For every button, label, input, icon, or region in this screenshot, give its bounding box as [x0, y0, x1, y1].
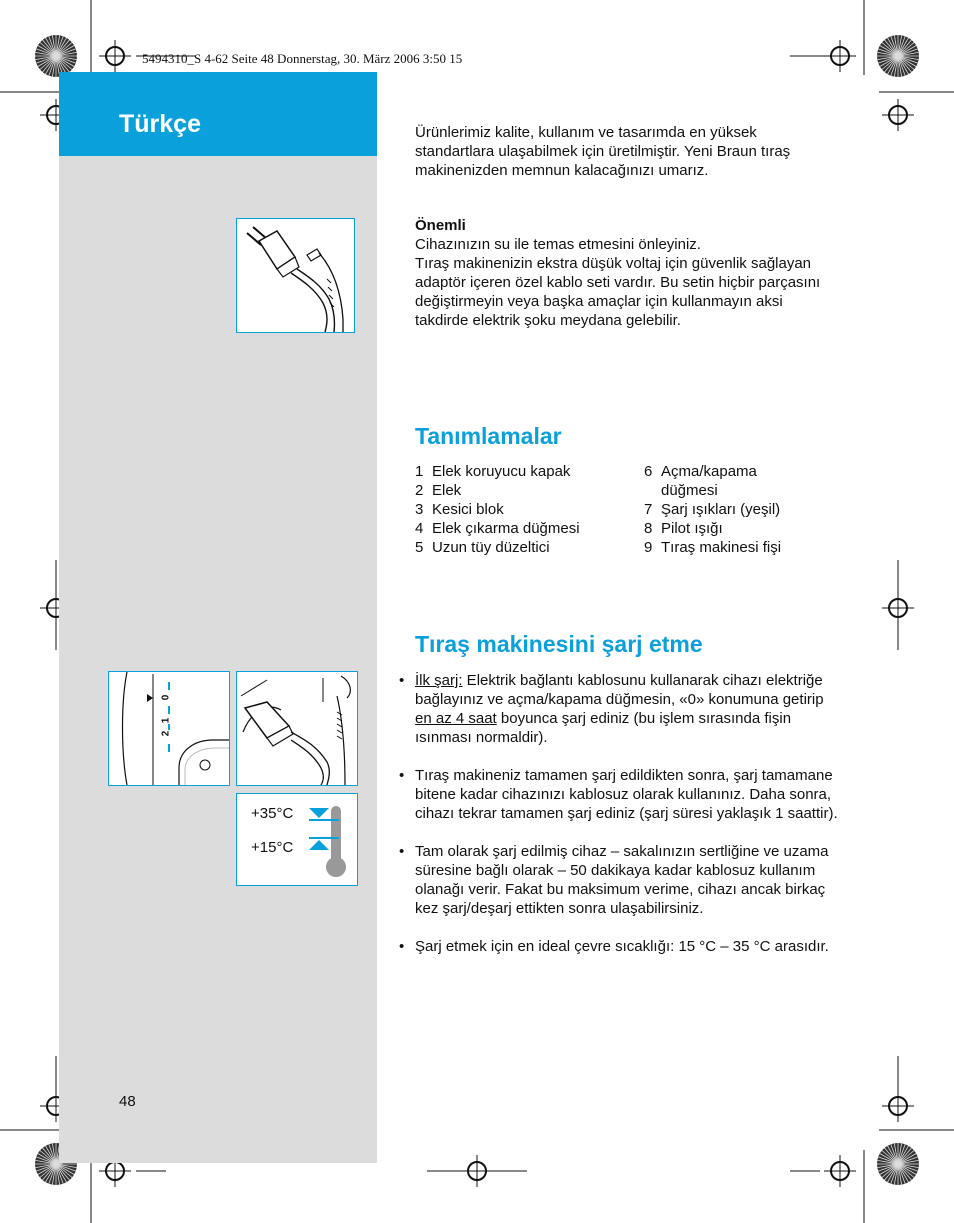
- first-charge-label: İlk şarj:: [415, 672, 463, 689]
- definition-item: [644, 519, 814, 538]
- important-heading: Önemli: [415, 217, 466, 234]
- definition-item: [415, 462, 640, 481]
- color-star-mark: [877, 1143, 919, 1185]
- figure-temperature-range: [236, 793, 358, 886]
- important-line1: Cihazınızın su ile temas etmesini önleyiniz.: [415, 236, 701, 253]
- switch-label-2: 2: [160, 730, 172, 737]
- color-star-mark: [35, 35, 77, 77]
- definition-text: Uzun tüy düzeltici: [432, 539, 550, 556]
- thermometer-icon: [305, 802, 355, 882]
- language-title: Türkçe: [119, 110, 201, 138]
- first-charge-text-b: boyunca şarj ediniz (bu işlem sırasında fişin ısınması normaldir).: [415, 710, 792, 746]
- definition-item: [415, 500, 640, 519]
- definition-number: 2: [415, 482, 424, 499]
- switch-illustration: [109, 672, 229, 785]
- definition-number: 8: [644, 520, 653, 537]
- definition-number: 9: [644, 539, 653, 556]
- plug-cable-illustration: [237, 219, 354, 332]
- language-band: [59, 72, 377, 156]
- definition-item: [644, 462, 814, 500]
- definition-text: Elek koruyucu kapak: [432, 463, 571, 480]
- charging-bullet-4: • Şarj etmek için en ideal çevre sıcaklığı: 15 °C – 35 °C arasıdır.: [398, 937, 838, 956]
- definition-number: 1: [415, 463, 424, 480]
- definition-number: 4: [415, 520, 424, 537]
- figure-wall-socket: [236, 671, 358, 786]
- first-charge-duration: en az 4 saat: [415, 710, 497, 727]
- definition-number: 7: [644, 501, 653, 518]
- color-star-mark: [877, 35, 919, 77]
- definition-item: [415, 481, 640, 500]
- print-header: 5494310_S 4-62 Seite 48 Donnerstag, 30. März 2006 3:50 15: [142, 51, 463, 66]
- charging-list: [398, 671, 838, 975]
- definitions-list-left: [415, 462, 640, 557]
- first-charge-text-a: Elektrik bağlantı kablosunu kullanarak cihazı elektriğe bağlayınız ve açma/kapama düğmesin, «0» konumuna getirip: [415, 672, 824, 708]
- switch-label-1: 1: [160, 717, 172, 724]
- definition-text: Açma/kapama düğmesi: [661, 463, 757, 499]
- definition-text: Elek çıkarma düğmesi: [432, 520, 580, 537]
- definitions-heading: Tanımlamalar: [415, 423, 562, 449]
- wall-socket-illustration: [237, 672, 357, 785]
- charging-bullet-2: • Tıraş makineniz tamamen şarj edildikten sonra, şarj tamamane bitene kadar cihazınızı kablosuz olarak kullanınız. Daha sonra, cihazı tekrar tamamen şarj ediniz (şarj süresi yaklaşık 1 saattir).: [398, 766, 838, 823]
- switch-label-0: 0: [160, 694, 172, 701]
- charging-heading: Tıraş makinesini şarj etme: [415, 631, 703, 657]
- definition-text: Pilot ışığı: [661, 520, 723, 537]
- important-line2: Tıraş makinenizin ekstra düşük voltaj için güvenlik sağlayan adaptör içeren özel kablo seti vardır. Bu setin hiçbir parçasını değiştirmeyin veya başka amaçlar için kullanmayın aksi takdirde elektrik şoku meydana gelebilir.: [415, 255, 821, 329]
- definition-item: [415, 538, 640, 557]
- intro-paragraph: Ürünlerimiz kalite, kullanım ve tasarımda en yüksek standartlara ulaşabilmek için üretilmiştir. Yeni Braun tıraş makinenizden memnun kalacağınızı umarız.: [415, 124, 791, 179]
- charging-bullet-first-charge: [398, 671, 838, 747]
- definition-text: Tıraş makinesi fişi: [661, 539, 782, 556]
- definition-number: 3: [415, 501, 424, 518]
- figure-plug-cable: [236, 218, 355, 333]
- definition-text: Şarj ışıkları (yeşil): [661, 501, 781, 518]
- definitions-list-right: [644, 462, 814, 557]
- definition-text: Kesici blok: [432, 501, 504, 518]
- page-number: 48: [119, 1093, 136, 1110]
- important-section: [415, 216, 835, 330]
- temp-high-label: +35°C: [251, 805, 294, 822]
- definition-item: [644, 500, 814, 519]
- definition-text: Elek: [432, 482, 462, 499]
- definition-item: [415, 519, 640, 538]
- charging-bullet-3: • Tam olarak şarj edilmiş cihaz – sakalınızın sertliğine ve uzama süresine bağlı olarak – 50 dakikaya kadar kablosuz kullanım olanağı verir. Fakat bu maksimum verime, cihazı ancak birkaç kez şarj/deşarj ettikten sonra ulaşabilirsiniz.: [398, 842, 838, 918]
- temp-low-label: +15°C: [251, 839, 294, 856]
- definition-item: [644, 538, 814, 557]
- definition-number: 6: [644, 463, 653, 480]
- definition-number: 5: [415, 539, 424, 556]
- figure-switch-detail: [108, 671, 230, 786]
